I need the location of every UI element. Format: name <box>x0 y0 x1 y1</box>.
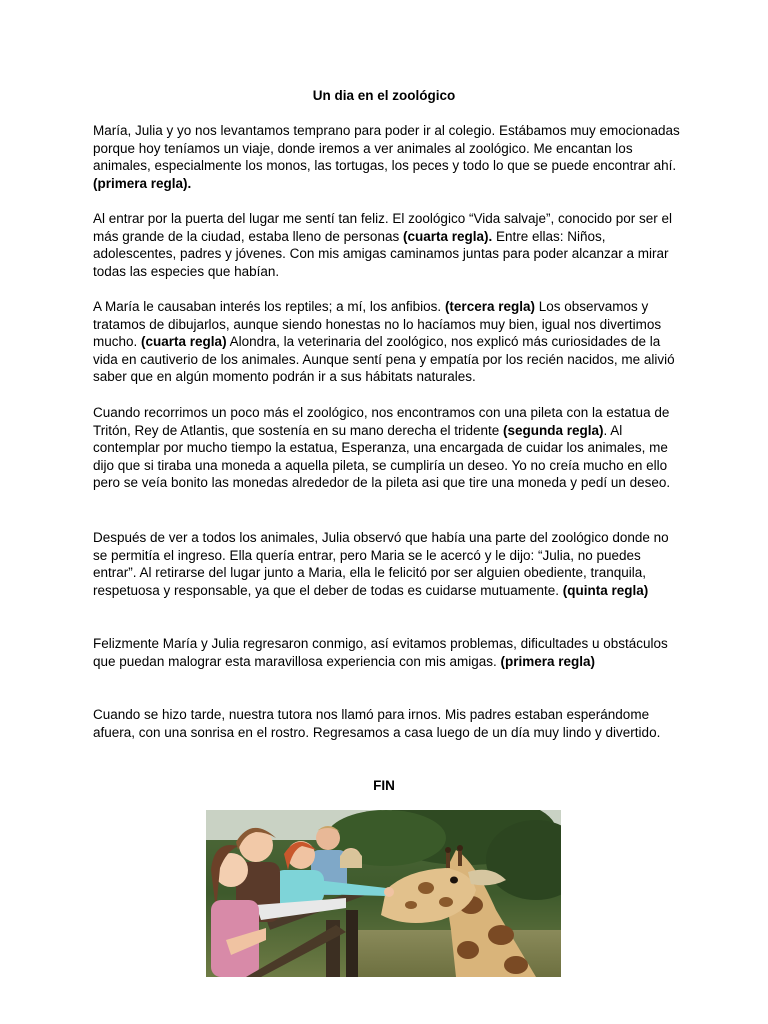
rule-reference: (quinta regla) <box>562 582 649 598</box>
paragraph-text: Alondra, la veterinaria del zoológico, nos explicó más curiosidades de la vida en cautiverio de los animales. Aunque sentí pena y empatía por los recién nacidos, me alivió saber que en algún momento podrán ir a sus hábitats naturales. <box>93 334 675 385</box>
paragraph-2 <box>93 210 683 280</box>
paragraph-5 <box>93 529 683 599</box>
rule-reference: (cuarta regla) <box>141 334 227 350</box>
paragraph-text: . Al contemplar por mucho tiempo la estatua, Esperanza, una encargada de cuidar los animales, me dijo que si tiraba una moneda a aquella pileta, se cumpliría un deseo. Yo no creía mucho en ello pero se veía bonito las monedas alrededor de la pileta asi que tire una moneda y pedí un deseo. <box>93 422 671 491</box>
paragraph-text: Después de ver a todos los animales, Julia observó que había una parte del zoológico donde no se permitía el ingreso. Ella quería entrar, pero Maria se le acercó y le dijo: “Julia, no puedes entrar”. Al retirarse del lugar junto a Maria, ella le felicitó por ser alguien obediente, tranquila, respetuosa y responsable, ya que el deber de todas es cuidarse mutuamente. <box>93 530 669 598</box>
rule-reference: (cuarta regla). <box>402 228 493 244</box>
paragraph-3 <box>93 298 683 386</box>
paragraph-7 <box>93 706 683 741</box>
paragraph-text: Entre ellas: Niños, adolescentes, padres y jóvenes. Con mis amigas caminamos juntas para poder alcanzar a mirar todas las especies que habían. <box>93 228 669 279</box>
paragraph-1 <box>93 122 683 192</box>
photo-children-feeding-giraffe-icon <box>206 810 561 977</box>
end-label: FIN <box>373 778 395 793</box>
rule-reference: (primera regla). <box>93 175 192 191</box>
paragraph-text: Cuando se hizo tarde, nuestra tutora nos llamó para irnos. Mis padres estaban esperándome afuera, con una sonrisa en el rostro. Regresamos a casa luego de un día muy lindo y divertido. <box>93 707 661 740</box>
paragraph-4 <box>93 404 683 492</box>
rule-reference: (segunda regla) <box>503 422 604 438</box>
document-title: Un dia en el zoológico <box>312 88 456 103</box>
paragraph-6 <box>93 635 683 670</box>
paragraph-text: Cuando recorrimos un poco más el zoológico, nos encontramos con una pileta con la estatua de Tritón, Rey de Atlantis, que sostenía en su mano derecha el tridente <box>93 405 670 438</box>
paragraph-text: Los observamos y tratamos de dibujarlos, aunque siendo honestas no lo hacíamos muy bien, igual nos divertimos mucho. <box>93 299 662 350</box>
paragraph-text: María, Julia y yo nos levantamos temprano para poder ir al colegio. Estábamos muy emocionadas porque hoy teníamos un viaje, donde iremos a ver animales al zoológico. Me encantan los animales, especialmente los monos, las tortugas, los peces y todo lo que se puede encontrar ahí. <box>93 123 680 174</box>
rule-reference: (tercera regla) <box>444 299 535 314</box>
rule-reference: (primera regla) <box>500 653 596 669</box>
paragraph-text: Felizmente María y Julia regresaron conmigo, así evitamos problemas, dificultades u obstáculos que puedan malograr esta maravillosa experiencia con mis amigas. <box>93 636 668 669</box>
zoo-photo <box>206 810 561 977</box>
paragraph-text: Al entrar por la puerta del lugar me sentí tan feliz. El zoológico “Vida salvaje”, conocido por ser el más grande de la ciudad, estaba lleno de personas <box>93 211 673 244</box>
paragraph-text: A María le causaban interés los reptiles; a mí, los anfibios. <box>93 299 445 314</box>
